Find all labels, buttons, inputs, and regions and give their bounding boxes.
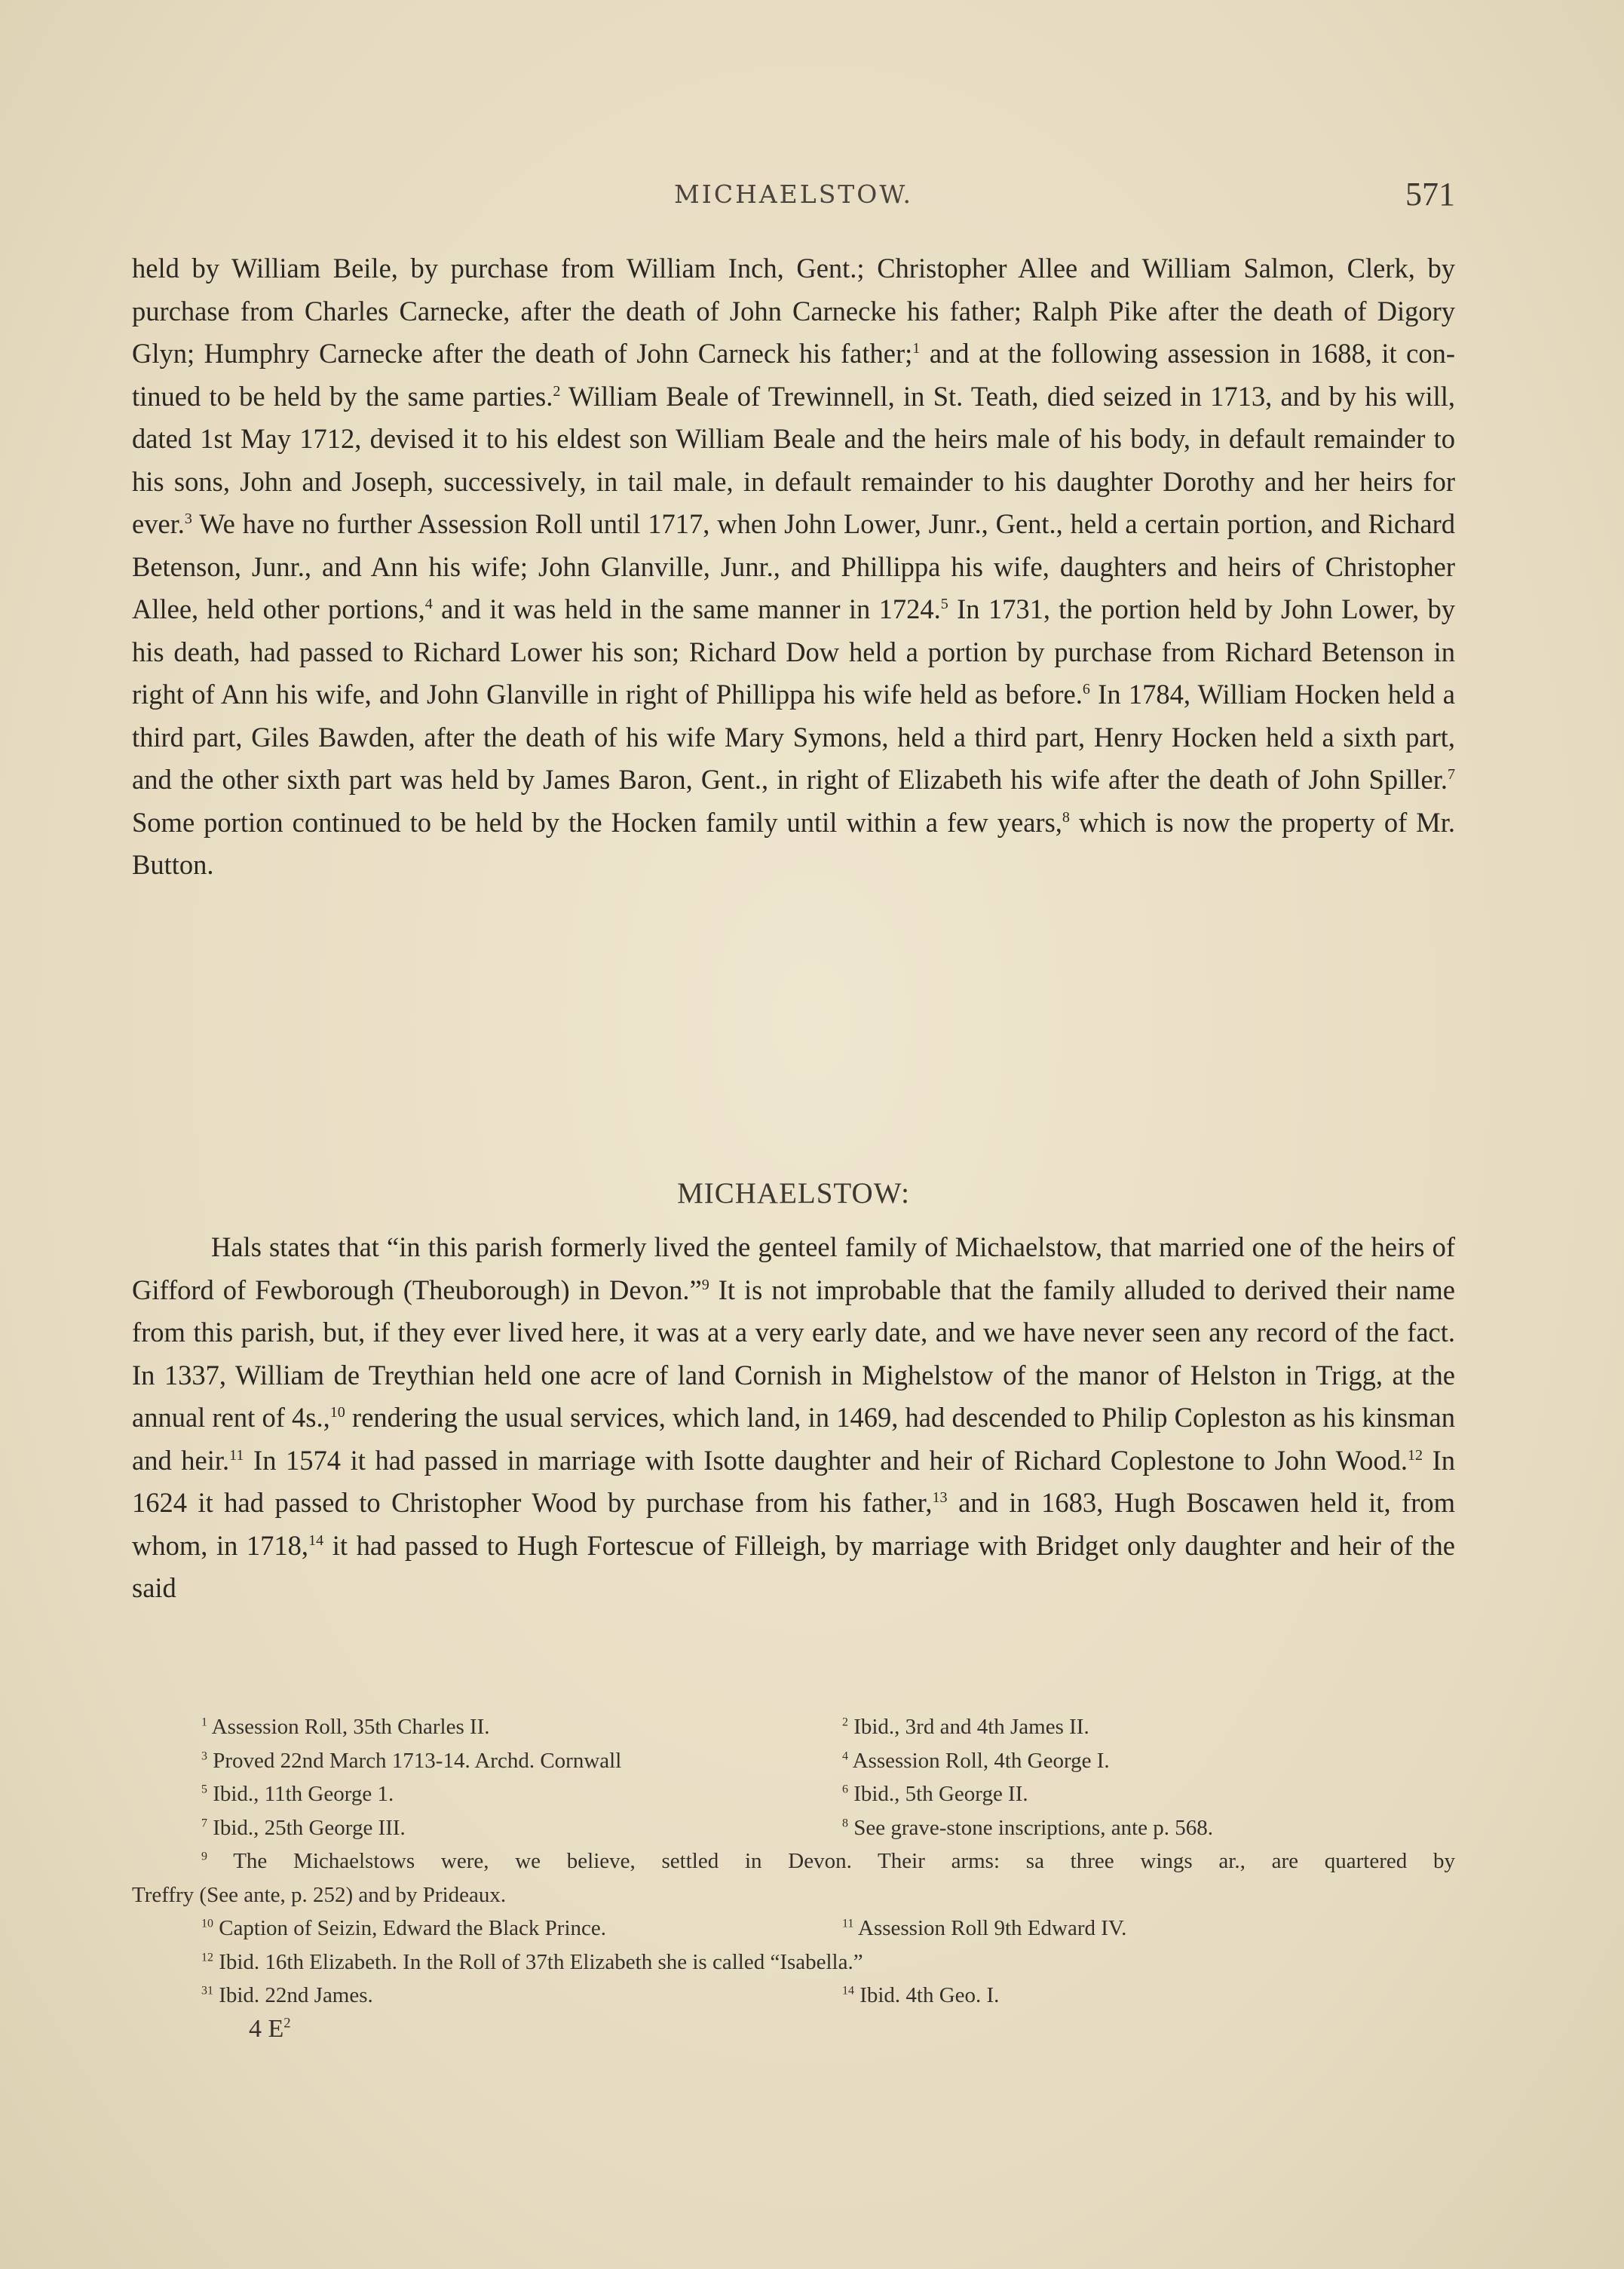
footnote-row [132,1710,1455,1744]
footnote-ref: 5 [940,595,948,612]
footnote-text: Ibid. 4th Geo. I. [859,1983,1000,2007]
footnote-text: Ibid., 25th George III. [213,1815,406,1840]
footnote [201,1979,373,2013]
signature-sup: 2 [283,2015,291,2031]
footnote-ref: 13 [932,1489,948,1506]
footnote [842,1744,1110,1778]
footnote-text: Assession Roll 9th Edward IV. [858,1916,1127,1940]
text-line: John Wood. [1274,1444,1408,1476]
footnote-number: 10 [201,1917,213,1930]
footnote-ref: 7 [1447,765,1455,783]
footnote-text: See grave-stone inscriptions, ante p. 568. [853,1815,1213,1840]
text-line: In 1624 it had passed to Christopher Wood by purchase from his father, [132,1444,1456,1518]
text-line: Elizabeth his wife after the death of John Spiller. [898,764,1448,795]
text-line: seized in 1713, and by his will, dated 1st May 1712, devised it to his eldest son William [132,380,1456,454]
text-line: Bawden, after the death of his wife Mary Symons, held a third part, Henry Hocken held [317,721,1313,753]
footnote-ref: 12 [1407,1446,1423,1464]
text-line: the death of John Carneck his father; [492,338,913,369]
footnote-ref: 11 [229,1446,244,1464]
footnote-ref: 4 [424,595,433,612]
text-line: Button. [132,849,214,880]
text-line: of the manor of Helston in Trigg, at the annual rent of 4s., [132,1359,1456,1433]
text-line: and it was held in the same manner in 1724. [441,593,941,624]
footnote-ref: 1 [912,339,921,357]
text-line: held by William Beile, by purchase from William Inch, Gent.; Christopher Allee and [132,253,1130,284]
text-line: a sixth part, and the other sixth part was held by James Baron, Gent., in right of [132,721,1455,795]
footnote-row [132,1946,1455,1979]
footnote [201,1912,606,1946]
text-line: held a certain portion, and Richard Betenson, Junr., and Ann his wife; John Glanville, [132,508,1455,582]
text-line: rendering the usual services, [352,1402,666,1433]
footnote-ref: 2 [553,382,561,400]
footnote-text: Proved 22nd March 1713-14. Archd. Cornwall [213,1748,622,1773]
printer-signature [249,2015,291,2044]
text-line: Fortescue of Filleigh, by marriage with Bridget only daughter and heir of the said [132,1529,1456,1603]
footnote-number: 9 [201,1850,207,1863]
paragraph-2 [132,1226,1455,1610]
text-line: Some portion continued to be held [132,806,523,838]
text-line: Hals states that “in this parish formerly lived the genteel family of Michaelstow, [211,1231,1103,1262]
footnote-text: Ibid., 11th George 1. [213,1782,394,1806]
footnote-number: 6 [842,1783,848,1796]
text-line: tinued to be held by the same parties. [132,380,553,412]
footnote [201,1811,406,1845]
footnote-row [132,1777,1455,1811]
footnote-number: 3 [201,1749,207,1762]
footnote [842,1710,1089,1744]
footnote-continuation: Treffry (See ante, p. 252) and by Prideaux. [132,1882,507,1907]
page-number: 571 [1405,176,1455,213]
text-line: and in 1683, Hugh Boscawen held it, from whom, in 1718, [132,1487,1456,1561]
text-line: In 1731, the portion held by John Lower, [957,593,1420,624]
text-line: successively, in tail male, in default remainder to his daughter Dorothy and her heirs for [443,465,1455,497]
footnote-text: Ibid., 5th George II. [853,1782,1028,1806]
text-line: In [253,1444,277,1476]
footnote-text: The Michaelstows were, we believe, settled in Devon. Their arms: sa three wings ar., are quartered by [233,1849,1455,1873]
footnote [201,1777,394,1811]
footnote-text: Ibid. 16th Elizabeth. In the Roll of 37th Elizabeth she is called “Isabella.” [219,1949,863,1974]
footnote-row [132,1912,1455,1946]
footnote-ref: 8 [1062,808,1070,826]
text-line: In 1784, William Hocken held a third part, Giles [132,679,1455,753]
footnote [842,1811,1213,1845]
footnote-text: Assession Roll, 35th Charles II. [211,1715,490,1739]
footnotes [132,1710,1455,2013]
text-line: that married one of the heirs of Gifford of Fewborough (Theuborough) in Devon.” [132,1231,1456,1305]
text-line: Beale and the heirs male of his body, in default remainder to his sons, John and Joseph, [132,423,1455,497]
footnote-ref: 3 [184,510,192,527]
footnote-text: Assession Roll, 4th George I. [852,1748,1110,1773]
footnote-number: 11 [842,1917,854,1930]
footnote [201,1744,621,1778]
signature-text: 4 E [249,2015,284,2043]
footnote [842,1979,999,2013]
footnote-row [132,1811,1455,1845]
footnote-text: Ibid. 22nd James. [219,1983,373,2007]
text-line: It is [718,1274,763,1305]
text-line: purchase from Richard Betenson in right of Ann his wife, and John Glanville in right of [132,636,1455,710]
footnote-row [132,1878,1455,1912]
footnote-number: 7 [201,1816,207,1829]
footnote [842,1912,1126,1946]
footnote-ref: 6 [1082,680,1090,698]
section-heading: MICHAELSTOW: [677,1177,910,1210]
text-line: which land, in 1469, had descended to Philip Copleston as his kinsman and heir. [132,1402,1456,1476]
text-line: William Beale of Trewinnell, in St. Teath, died [568,380,1095,412]
footnote-number: 1 [201,1716,207,1729]
text-line: by the Hocken family until within a few years, [532,806,1062,838]
footnote-number: 31 [201,1984,213,1998]
footnote [842,1777,1028,1811]
footnote-text: Ibid., 3rd and 4th James II. [853,1715,1089,1739]
footnote-number: 12 [201,1950,213,1964]
footnote [201,1844,1455,1878]
footnote-ref: 9 [701,1276,709,1293]
page-header [132,175,1455,220]
footnote [201,1946,863,1979]
text-line: Carnecke his father; Ralph Pike after the death of Digory Glyn; Humphry Carnecke after [132,295,1456,369]
footnote-text: Caption of Seizin, Edward the Black Prince. [219,1916,607,1940]
text-line: Phillippa his wife held as before. [715,679,1083,710]
text-line: We have no further Assession Roll until 1717, when John Lower, Junr., Gent., [199,508,1063,539]
running-title: MICHAELSTOW. [674,179,913,209]
footnote-ref: 10 [329,1403,345,1421]
text-line: the fact. In 1337, William de Treythian held one acre of land Cornish in Mighelstow [132,1317,1455,1391]
text-line: which is now the property of Mr. [1079,806,1456,838]
footnote-row [132,1979,1455,2013]
text-line: they ever lived here, it was at a very early date, and we have never seen any record of [397,1317,1358,1348]
footnote-ref: 14 [308,1532,324,1549]
footnote-row [132,1744,1455,1778]
text-line: Junr., and Phillippa his wife, daughters and heirs of Christopher Allee, held other portions, [132,550,1455,624]
footnote [201,1710,490,1744]
footnote-number: 8 [842,1816,848,1829]
text-line: William Salmon, Clerk, by purchase from Charles Carnecke, after the death of John [132,253,1455,327]
footnote-number: 4 [842,1749,848,1762]
text-line: by his death, had passed to Richard Lower his son; Richard Dow held a portion by [132,593,1456,667]
footnote-number: 2 [842,1716,848,1729]
paragraph-1 [132,247,1455,887]
text-line: 1574 it had passed in marriage with Isotte daughter and heir of Richard Coplestone to [286,1444,1266,1476]
text-line: ever. [132,508,185,539]
text-line: not improbable that the family alluded to derived their name from this parish, but, if [132,1274,1455,1348]
footnote-number: 14 [842,1984,854,1998]
footnote-row [132,1844,1455,1878]
footnote-number: 5 [201,1783,207,1796]
text-line: it had passed to Hugh [332,1529,578,1561]
text-line: and at the following assession in 1688, it con- [929,338,1456,369]
